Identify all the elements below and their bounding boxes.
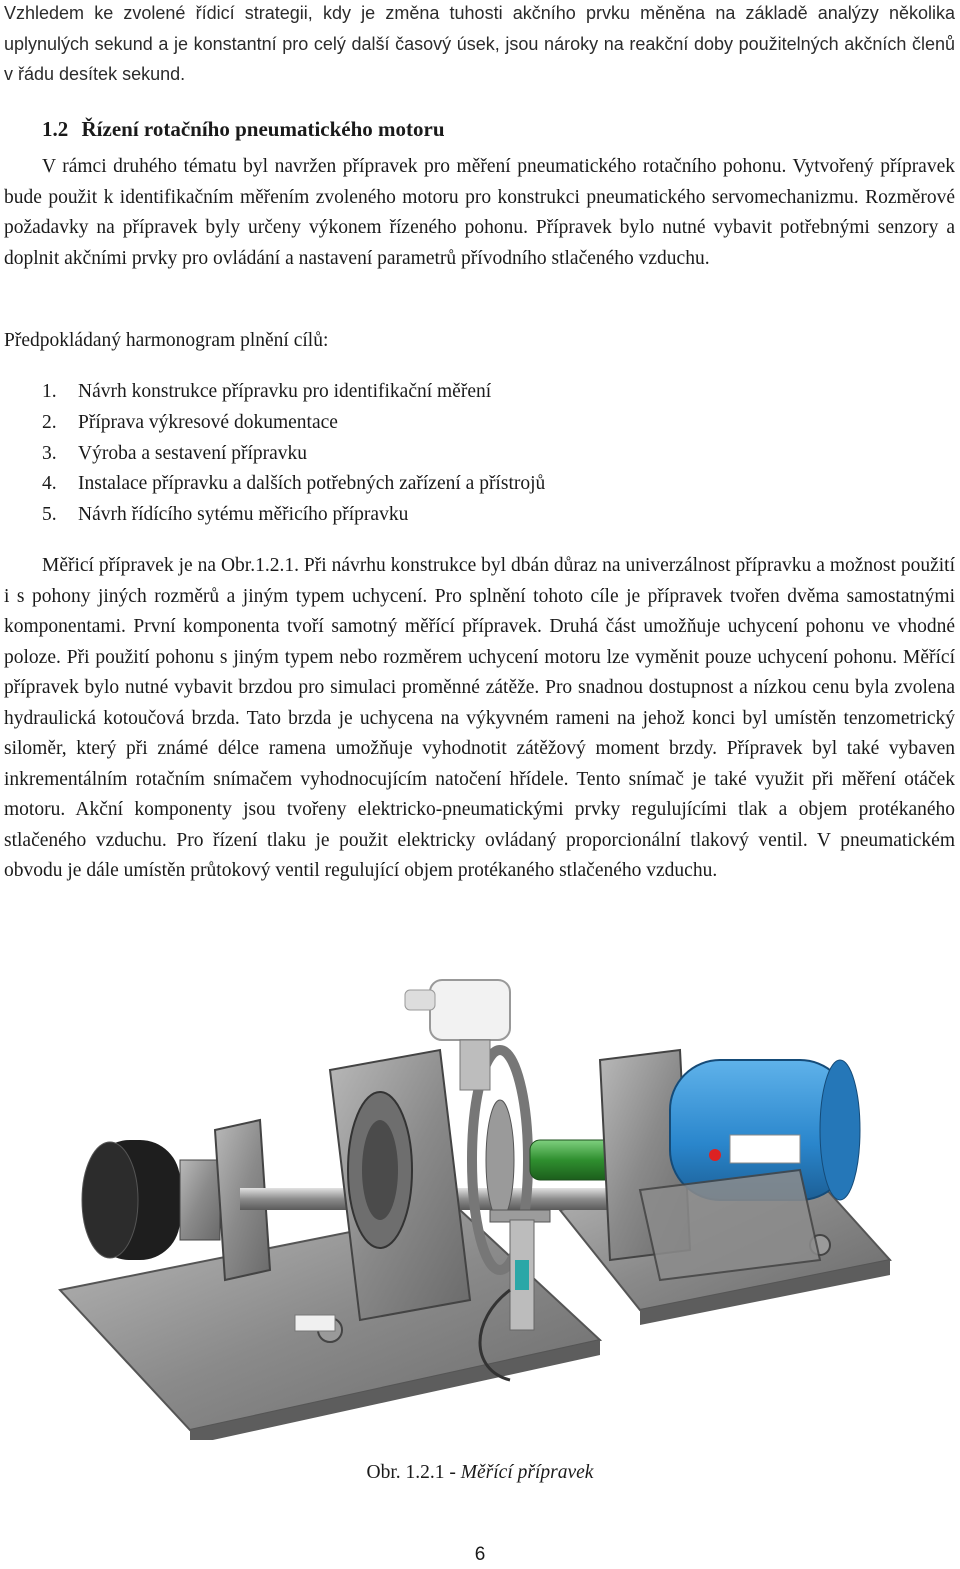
- section-title: Řízení rotačního pneumatického motoru: [81, 117, 445, 141]
- figure-caption: [0, 1459, 960, 1487]
- figure-measuring-rig-photo: [40, 960, 920, 1440]
- list-item: 1. Návrh konstrukce přípravku pro identifikační měření: [42, 381, 492, 402]
- caption-title: Měřící přípravek: [460, 1462, 594, 1483]
- goals-list: [42, 377, 545, 531]
- list-item: 5. Návrh řídícího sytému měřicího přípravku: [42, 504, 409, 526]
- paragraph-description: V rámci druhého tématu byl navržen přípravek pro měření pneumatického rotačního pohonu. Vytvořený přípravek bude použit k identifikačním měřením zvoleného motoru pro konstrukci pneumatického servomechanizmu. Rozměrové požadavky na přípravek byly určeny výkonem řízeného pohonu. Přípravek bylo nutné vybavit potřebnými senzory a doplnit akčními prvky pro ovládání a nastavení parametrů přívodního stlačeného vzduchu.: [4, 156, 955, 269]
- list-intro: Předpokládaný harmonogram plnění cílů:: [4, 330, 329, 351]
- intro-paragraph: Vzhledem ke zvolené řídicí strategii, kdy je změna tuhosti akčního prvku měněna na základě analýzy několika uplynulých sekund a je konstantní pro celý další časový úsek, jsou nároky na reakční doby použitelných akčních členů v řádu desítek sekund.: [4, 3, 955, 84]
- list-item: 4. Instalace přípravku a dalších potřebných zařízení a přístrojů: [42, 473, 546, 495]
- page-number: 6: [474, 1544, 486, 1565]
- rotary-encoder: [82, 1140, 220, 1260]
- caption-prefix: Obr. 1.2.1 -: [366, 1462, 461, 1483]
- section-heading: [42, 114, 445, 144]
- list-item: 3. Výroba a sestavení přípravku: [42, 442, 308, 464]
- paragraph-construction: Měřicí přípravek je na Obr.1.2.1. Při návrhu konstrukce byl dbán důraz na univerzálnost přípravku a možnost použití i s pohony jiných rozměrů a jiným typem uchycení. Pro splnění tohoto cíle je přípravek tvořen dvěma samostatnými komponentami. První komponenta tvoří samotný měřící přípravek. Druhá část umožňuje uchycení pohonu ve vhodné poloze. Při použití pohonu s jiným typem nebo rozměrem uchycení motoru lze vyměnit pouze uchycení pohonu. Měřící přípravek bylo nutné vybavit brzdou pro simulaci proměnné zátěže. Pro snadnou dostupnost a nízkou cenu byla zvolena hydraulická kotoučová brzda. Tato brzda je uchycena na výkyvném rameni na jehož konci byl umístěn tenzometrický siloměr, který při známé délce ramena umožňuje vyhodnotit zátěžový moment brzdy. Přípravek byl také vybaven inkrementálním rotačním snímačem vyhodnocujícím natočení hřídele. Tento snímač je také využit při měření otáček motoru. Akční komponenty jsou tvořeny elektricko-pneumatickými prvky regulujícími tlak a objem protékaného stlačeného vzduchu. Pro řízení tlaku je použit elektricky ovládaný proporcionální tlakový ventil. V pneumatickém obvodu je dále umístěn průtokový ventil regulující objem protékaného stlačeného vzduchu.: [4, 555, 955, 881]
- section-number: 1.2: [42, 117, 69, 141]
- list-item: 2. Příprava výkresové dokumentace: [42, 411, 338, 433]
